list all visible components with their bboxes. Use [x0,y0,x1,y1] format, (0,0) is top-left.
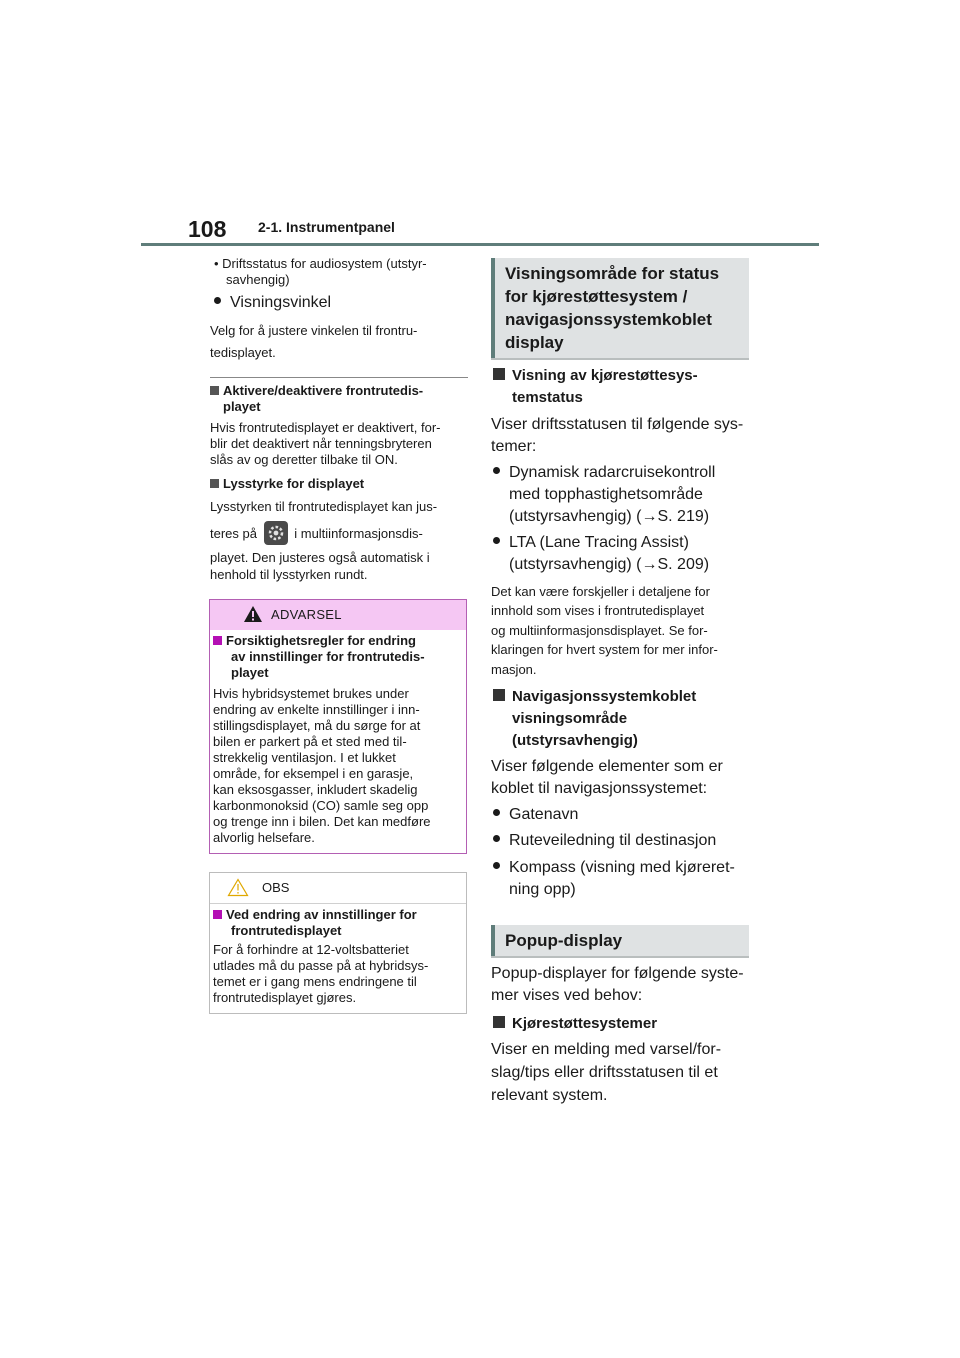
section-title: 2-1. Instrumentpanel [258,219,395,235]
settings-gear-icon [264,521,288,545]
square-marker-icon [493,689,505,701]
bullet-lta: LTA (Lane Tracing Assist) (utstyrsavhengig) (→S. 209) [493,532,755,576]
square-marker-icon [213,910,222,919]
note-text: Det kan være forskjeller i detaljene for innhold som vises i frontrutedisplayet og multiinformasjonsdisplayet. Se for- klaringen for hvert system for mer infor- masjon. [491,584,718,677]
header-rule [141,243,819,246]
viser-text: Viser driftsstatusen til følgende sys- temer: [491,416,744,455]
bullet-icon [493,537,500,544]
bullet-gatenavn: Gatenavn [493,804,578,826]
warning-title: ADVARSEL [271,607,342,622]
vinkel-text: Velg for å justere vinkelen til frontru- tedisplayet. [210,323,418,360]
notice-header [210,873,466,904]
heading-visning: Visning av kjørestøttesys- temstatus [493,365,751,409]
bullet-icon [493,835,500,842]
popup-text: Popup-displayer for følgende syste- mer vises ved behov: [491,965,744,1004]
bullet-radarcruise: Dynamisk radarcruisekontroll med topphastighetsområde (utstyrsavhengig) (→S. 219) [493,462,755,528]
bullet-icon [493,809,500,816]
heading-kjorestotte: Kjørestøttesystemer [493,1013,657,1035]
bullet-icon [493,467,500,474]
aktivere-text: Hvis frontrutedisplayet er deaktivert, for- blir det deaktivert når tenningsbryteren slås av og deretter tilbake til ON. [210,420,441,467]
warning-header [210,600,466,630]
square-marker-icon [493,1016,505,1028]
lysstyrke-text: Lysstyrken til frontrutedisplayet kan jus- teres på i multiinformasjonsdis- playet. Den justeres også automatisk i henhold til lysstyrken rundt. [210,499,438,582]
warning-content: Forsiktighetsregler for endring av innstillinger for frontrutedis- playet Hvis hybridsystemet brukes under endring av enkelte innstillinger i inn- stillingsdisplayet, må du sørge for at bilen er parkert på et sted med til- strekkelig ventilasjon. I et lukket område, for eksempel i en garasje, kan eksosgasser, inkludert skadelig karbonmonoksid (CO) samle seg opp og trenge inn i bilen. Det kan medføre alvorlig helsefare. [210,630,466,853]
bullet-kompass: Kompass (visning med kjøreret- ning opp) [493,857,755,901]
square-marker-icon [213,636,222,645]
heading-lysstyrke: Lysstyrke for displayet [210,476,364,492]
section-header-popup: Popup-display [491,925,749,956]
bullet-audio: • Driftsstatus for audiosystem (utstyr- savhengig) [214,256,427,287]
kjorestotte-text: Viser en melding med varsel/for- slag/tips eller driftsstatusen til et relevant system. [491,1041,722,1104]
page-number: 108 [188,216,227,242]
bullet-ruteveiledning: Ruteveiledning til destinasjon [493,830,716,852]
nav-text: Viser følgende elementer som er koblet til navigasjonssystemet: [491,758,723,797]
notice-triangle-icon [227,878,249,902]
notice-box: OBS Ved endring av innstillinger for frontrutedisplayet For å forhindre at 12-voltsbatteriet utlades må du passe på at hybridsys- temet er i gang mens endringene til frontrutedisplayet gjøres. [209,872,467,1014]
heading-nav: Navigasjonssystemkoblet visningsområde (utstyrsavhengig) [493,686,751,752]
section-header-status: Visningsområde for status for kjørestøttesystem / navigasjonssystemkoblet display [491,258,749,358]
divider [210,377,468,378]
notice-title: OBS [262,880,290,895]
warning-box [209,599,467,854]
bullet-icon [493,862,500,869]
heading-aktivere: Aktivere/deaktivere frontrutedis- playet [210,383,468,415]
warning-triangle-icon [243,605,263,628]
square-marker-icon [493,368,505,380]
square-marker-icon [210,479,219,488]
square-marker-icon [210,386,219,395]
bullet-visningsvinkel: Visningsvinkel [214,294,331,312]
bullet-icon [214,297,221,304]
